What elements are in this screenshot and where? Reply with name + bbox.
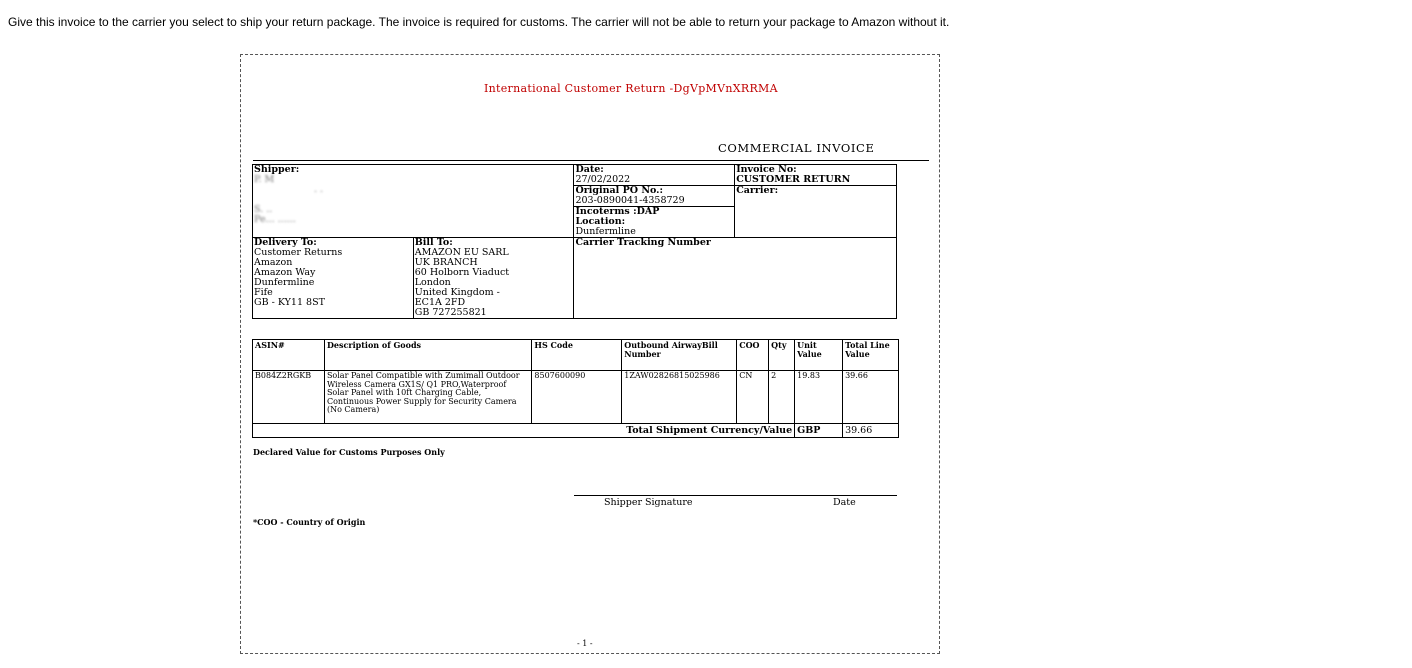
invoice-no-cell [735,165,897,186]
shipper-label: Shipper: [254,164,300,175]
invoice-frame [240,54,940,654]
hs-code-cell: 8507600090 [532,371,622,424]
bill-to-label: Bill To: [414,237,453,248]
qty-cell: 2 [769,371,795,424]
delivery-line: Fife [254,287,273,298]
col-total-line-value: Total Line Value [843,340,899,371]
page-number: - 1 - [577,639,593,648]
bill-line: United Kingdom - [414,287,500,298]
col-airwaybill: Outbound AirwayBill Number [622,340,737,371]
coo-cell: CN [737,371,769,424]
items-table [252,339,899,438]
total-row [253,424,899,438]
date-value: 27/02/2022 [575,174,631,185]
col-hs-code: HS Code [532,340,622,371]
shipper-line: P. M [254,174,275,185]
carrier-tracking-cell [574,238,897,319]
signature-line [574,495,897,496]
bill-line: 60 Holborn Viaduct [414,267,510,278]
currency-cell: GBP [795,424,843,438]
delivery-line: Amazon Way [254,267,316,278]
commercial-invoice-heading: COMMERCIAL INVOICE [718,141,875,155]
shipper-line: Pe... ...... [254,214,296,225]
bill-line: EC1A 2FD [414,297,466,308]
date-signature-label: Date [833,497,856,508]
coo-note: *COO - Country of Origin [253,517,366,527]
total-line-value-cell: 39.66 [843,371,899,424]
incoterms-cell [574,207,897,238]
col-description: Description of Goods [324,340,531,371]
bill-line: London [414,277,451,288]
bill-line: AMAZON EU SARL [414,247,509,258]
col-qty: Qty [769,340,795,371]
location-value: Dunfermline [575,226,636,237]
shipper-cell [253,165,574,238]
invoice-title: International Customer Return -DgVpMVnXRRMA [484,82,778,95]
bill-to-cell [413,238,574,319]
carrier-label: Carrier: [736,185,779,196]
original-po-value: 203-0890041-4358729 [575,195,685,206]
shipper-line: S. .. [254,204,273,215]
invoice-header-table [252,164,897,319]
heading-divider [253,160,929,161]
invoice-no-label: Invoice No: [736,164,797,175]
carrier-tracking-label: Carrier Tracking Number [575,237,711,248]
date-label: Date: [575,164,604,175]
unit-value-cell: 19.83 [795,371,843,424]
delivery-to-cell [253,238,414,319]
delivery-line: Customer Returns [254,247,343,258]
col-unit-value: Unit Value [795,340,843,371]
total-label: Total Shipment Currency/Value [253,424,795,438]
instructions-text: Give this invoice to the carrier you select to ship your return package. The invoice is required for customs. The carrier will not be able to return your package to Amazon without it. [8,15,950,29]
incoterms-label: Incoterms :DAP [575,206,660,217]
declared-value-note: Declared Value for Customs Purposes Only [253,447,445,457]
original-po-label: Original PO No.: [575,185,663,196]
description-cell: Solar Panel Compatible with Zumimall Outdoor Wireless Camera GX1S/ Q1 PRO,Waterproof Solar Panel with 10ft Charging Cable, Continuous Power Supply for Security Camera (No Camera) [324,371,531,424]
original-po-cell [574,186,735,207]
airwaybill-cell: 1ZAW02826815025986 [622,371,737,424]
table-row [253,371,899,424]
col-asin: ASIN# [253,340,325,371]
shipper-signature-label: Shipper Signature [604,497,693,508]
total-value-cell: 39.66 [843,424,899,438]
date-cell [574,165,735,186]
shipper-line: . . [314,184,324,195]
asin-cell: B084Z2RGKB [253,371,325,424]
delivery-to-label: Delivery To: [254,237,317,248]
invoice-no-value: CUSTOMER RETURN [736,174,851,185]
col-coo: COO [737,340,769,371]
delivery-line: Amazon [254,257,293,268]
bill-line: GB 727255821 [414,307,487,318]
delivery-line: Dunfermline [254,277,315,288]
items-header-row [253,340,899,371]
bill-line: UK BRANCH [414,257,478,268]
location-label: Location: [575,216,626,227]
delivery-line: GB - KY11 8ST [254,297,325,308]
